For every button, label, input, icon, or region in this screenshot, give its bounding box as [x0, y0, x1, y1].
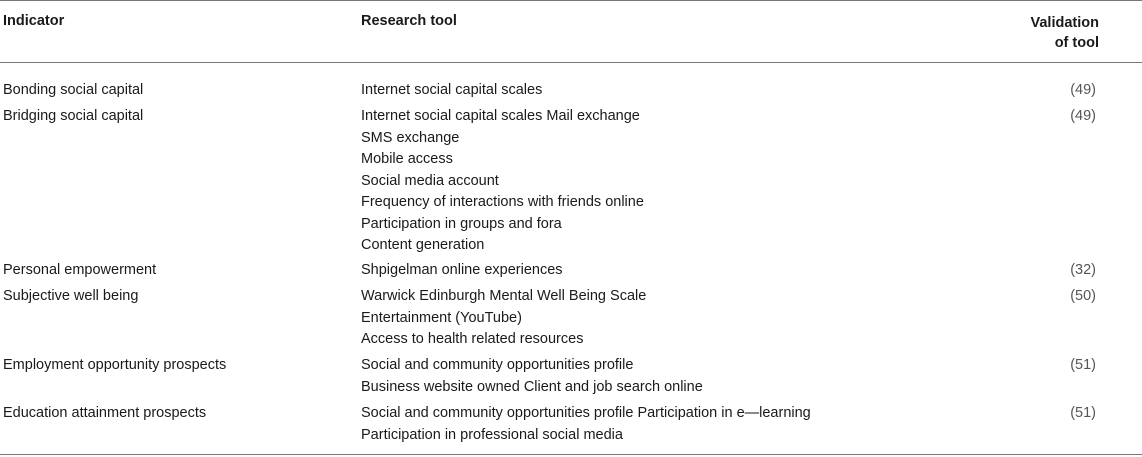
indicator-cell: Education attainment prospects: [3, 405, 207, 421]
research-tool-line: Internet social capital scales: [361, 82, 543, 98]
research-tool-line: Entertainment (YouTube): [361, 309, 522, 326]
header-row: [0, 0, 1142, 63]
indicator-cell: Employment opportunity prospects: [3, 357, 227, 373]
research-tool-line: Warwick Edinburgh Mental Well Being Scale: [361, 288, 647, 304]
indicator-cell: Bridging social capital: [3, 108, 144, 124]
validation-cell: (51): [1070, 357, 1096, 373]
research-tool-line: Social and community opportunities profile Participation in e—learning: [361, 405, 811, 421]
validation-cell: (50): [1070, 288, 1096, 304]
indicator-cell: Personal empowerment: [3, 262, 157, 278]
research-tool-line: Mobile access: [361, 151, 453, 167]
validation-cell: (32): [1070, 262, 1096, 278]
research-tool-line: Access to health related resources: [361, 331, 584, 347]
research-tool-line: Shpigelman online experiences: [361, 262, 563, 278]
research-tool-line: Participation in professional social media: [361, 426, 623, 443]
research-tool-line: Frequency of interactions with friends online: [361, 194, 644, 210]
header-validation: Validation of tool: [1030, 15, 1099, 51]
validation-cell: (49): [1070, 108, 1096, 124]
indicator-cell: Subjective well being: [3, 288, 139, 304]
research-tool-line: SMS exchange: [361, 129, 460, 146]
header-indicator: Indicator: [3, 13, 65, 29]
table-bottom-rule: [0, 454, 1142, 455]
research-tool-line: Business website owned Client and job search online: [361, 378, 703, 395]
indicator-cell: Bonding social capital: [3, 82, 144, 98]
research-tool-line: Social and community opportunities profile: [361, 357, 634, 373]
research-tool-line: Participation in groups and fora: [361, 215, 562, 232]
research-tool-line: Content generation: [361, 237, 485, 253]
research-tool-line: Social media account: [361, 172, 499, 189]
research-tool-line: Internet social capital scales Mail exchange: [361, 108, 640, 124]
validation-cell: (49): [1070, 82, 1096, 98]
validation-cell: (51): [1070, 405, 1096, 421]
header-research-tool: Research tool: [361, 13, 457, 29]
